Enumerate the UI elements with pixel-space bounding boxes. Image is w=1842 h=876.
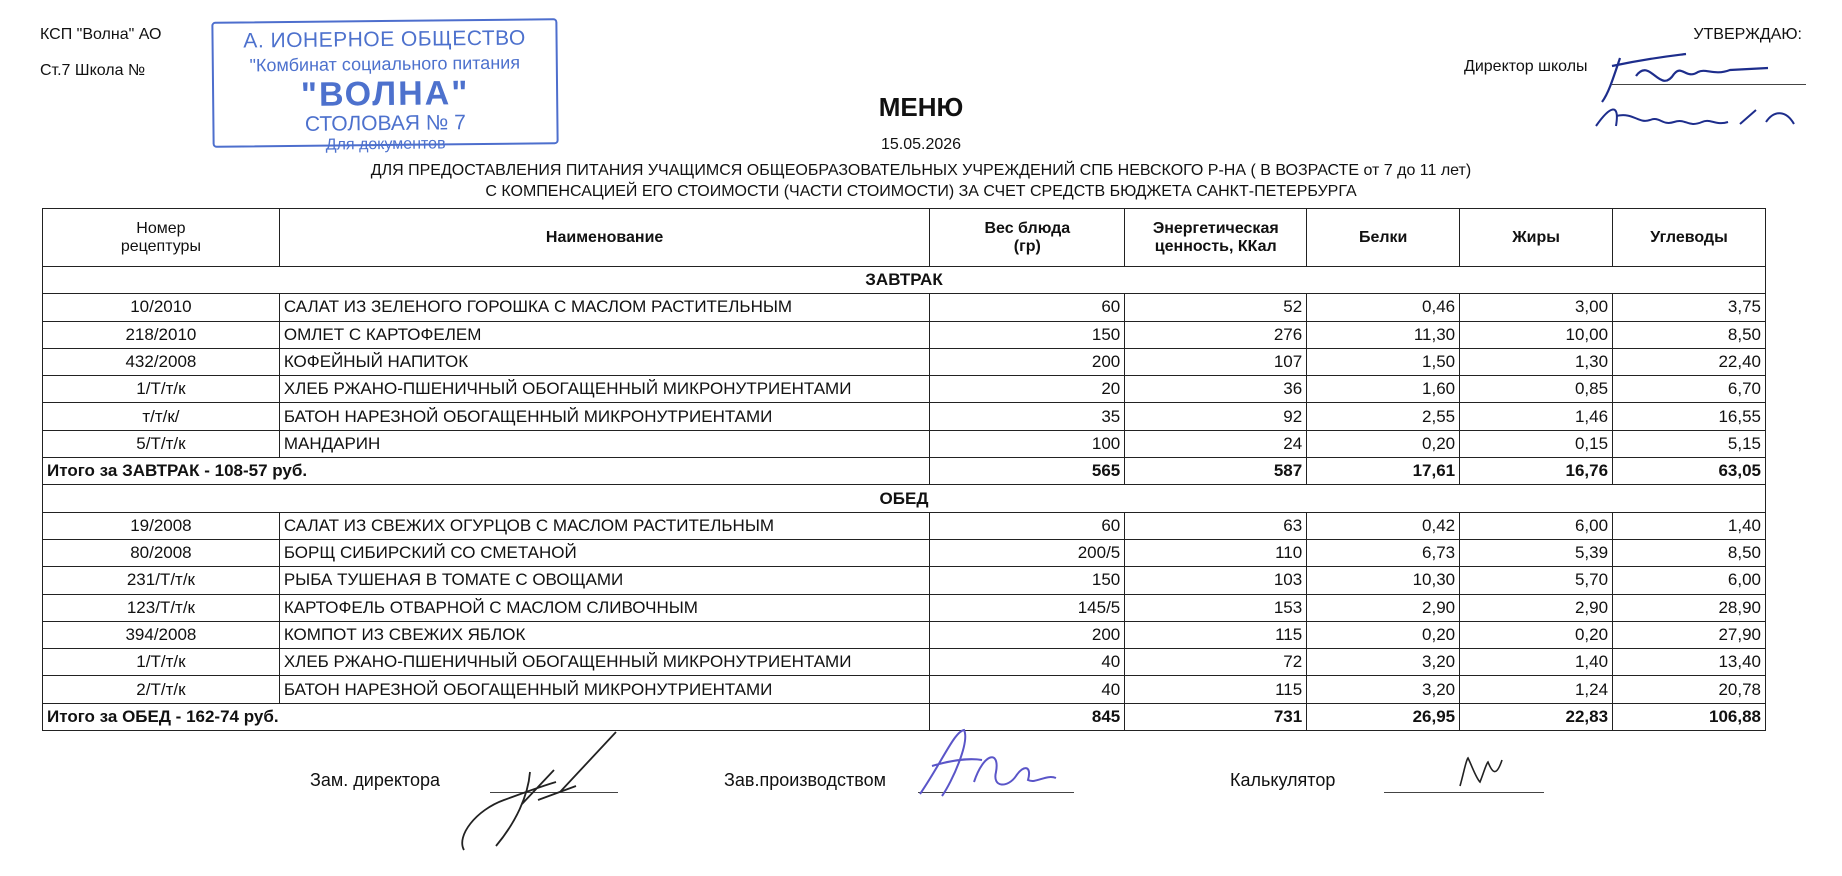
energy-cell: 276: [1125, 321, 1307, 348]
fat-cell: 5,39: [1460, 539, 1613, 566]
protein-cell: 6,73: [1307, 539, 1460, 566]
fat-cell: 1,24: [1460, 676, 1613, 703]
table-row: [43, 594, 1766, 621]
column-header-carbs: Углеводы: [1613, 209, 1766, 267]
column-header-name: Наименование: [279, 209, 930, 267]
stamp-line-1: А. ИОНЕРНОЕ ОБЩЕСТВО: [243, 26, 526, 53]
recipe-code-cell: 2/Т/т/к: [43, 676, 280, 703]
column-header-recipe-2: рецептуры: [120, 237, 201, 255]
energy-cell: 110: [1125, 539, 1307, 566]
weight-cell: 145/5: [930, 594, 1125, 621]
recipe-code-cell: 80/2008: [43, 539, 280, 566]
weight-cell: 150: [930, 321, 1125, 348]
carbs-cell: 16,55: [1613, 403, 1766, 430]
dish-name-cell: ХЛЕБ РЖАНО-ПШЕНИЧНЫЙ ОБОГАЩЕННЫЙ МИКРОНУТРИЕНТАМИ: [279, 376, 930, 403]
fat-cell: 1,30: [1460, 348, 1613, 375]
energy-cell: 107: [1125, 348, 1307, 375]
calculator-label: Калькулятор: [1230, 770, 1336, 790]
dish-name-cell: КОФЕЙНЫЙ НАПИТОК: [279, 348, 930, 375]
energy-cell: 115: [1125, 676, 1307, 703]
production-manager-label: Зав.производством: [724, 770, 886, 790]
column-header-recipe-1: Номер: [136, 219, 186, 237]
energy-cell: 24: [1125, 430, 1307, 457]
fat-cell: 1,40: [1460, 649, 1613, 676]
energy-cell: 36: [1125, 376, 1307, 403]
column-header-weight: [930, 209, 1125, 267]
dish-name-cell: РЫБА ТУШЕНАЯ В ТОМАТЕ С ОВОЩАМИ: [279, 567, 930, 594]
weight-cell: 20: [930, 376, 1125, 403]
column-header-protein: Белки: [1307, 209, 1460, 267]
table-row: [43, 512, 1766, 539]
energy-cell: 731: [1125, 703, 1307, 730]
protein-cell: 0,46: [1307, 294, 1460, 321]
dish-name-cell: САЛАТ ИЗ СВЕЖИХ ОГУРЦОВ С МАСЛОМ РАСТИТЕЛЬНЫМ: [279, 512, 930, 539]
fat-cell: 0,15: [1460, 430, 1613, 457]
protein-cell: 2,55: [1307, 403, 1460, 430]
director-label: Директор школы: [1464, 58, 1588, 75]
carbs-cell: 8,50: [1613, 539, 1766, 566]
energy-cell: 103: [1125, 567, 1307, 594]
recipe-code-cell: 231/Т/т/к: [43, 567, 280, 594]
fat-cell: 5,70: [1460, 567, 1613, 594]
weight-cell: 150: [930, 567, 1125, 594]
carbs-cell: 27,90: [1613, 621, 1766, 648]
production-manager-signature: [912, 722, 1062, 804]
recipe-code-cell: 5/Т/т/к: [43, 430, 280, 457]
weight-cell: 845: [930, 703, 1125, 730]
recipe-code-cell: 394/2008: [43, 621, 280, 648]
calculator-signature: [1454, 752, 1514, 792]
weight-cell: 565: [930, 458, 1125, 485]
column-header-energy-1: Энергетическая: [1152, 219, 1279, 237]
protein-cell: 1,50: [1307, 348, 1460, 375]
fat-cell: 16,76: [1460, 458, 1613, 485]
total-row-lunch: [43, 703, 1766, 730]
column-header-recipe: [43, 209, 280, 267]
column-header-fat: Жиры: [1460, 209, 1613, 267]
stamp-line-3: "ВОЛНА": [300, 74, 470, 114]
table-row: [43, 403, 1766, 430]
dish-name-cell: ОМЛЕТ С КАРТОФЕЛЕМ: [279, 321, 930, 348]
section-title: ОБЕД: [43, 485, 1766, 512]
stamp-line-5: Для документов: [325, 135, 446, 154]
carbs-cell: 6,70: [1613, 376, 1766, 403]
section-title: ЗАВТРАК: [43, 267, 1766, 294]
dish-name-cell: МАНДАРИН: [279, 430, 930, 457]
total-row-breakfast: [43, 458, 1766, 485]
carbs-cell: 5,15: [1613, 430, 1766, 457]
weight-cell: 40: [930, 676, 1125, 703]
table-row: [43, 676, 1766, 703]
carbs-cell: 28,90: [1613, 594, 1766, 621]
dish-name-cell: БАТОН НАРЕЗНОЙ ОБОГАЩЕННЫЙ МИКРОНУТРИЕНТАМИ: [279, 403, 930, 430]
approve-label: УТВЕРЖДАЮ:: [1693, 26, 1802, 43]
weight-cell: 60: [930, 512, 1125, 539]
column-header-energy-2: ценность, ККал: [1154, 237, 1277, 255]
table-row: [43, 294, 1766, 321]
table-row: [43, 567, 1766, 594]
carbs-cell: 8,50: [1613, 321, 1766, 348]
energy-cell: 153: [1125, 594, 1307, 621]
dish-name-cell: БАТОН НАРЕЗНОЙ ОБОГАЩЕННЫЙ МИКРОНУТРИЕНТАМИ: [279, 676, 930, 703]
energy-cell: 587: [1125, 458, 1307, 485]
fat-cell: 6,00: [1460, 512, 1613, 539]
table-row: [43, 348, 1766, 375]
protein-cell: 1,60: [1307, 376, 1460, 403]
menu-date: 15.05.2026: [880, 136, 962, 153]
weight-cell: 100: [930, 430, 1125, 457]
fat-cell: 3,00: [1460, 294, 1613, 321]
table-row: [43, 376, 1766, 403]
protein-cell: 0,20: [1307, 430, 1460, 457]
total-label-cell: Итого за ОБЕД - 162-74 руб.: [43, 703, 930, 730]
protein-cell: 10,30: [1307, 567, 1460, 594]
company-stamp: [211, 18, 558, 154]
protein-cell: 26,95: [1307, 703, 1460, 730]
carbs-cell: 3,75: [1613, 294, 1766, 321]
menu-table: [42, 208, 1766, 731]
recipe-code-cell: 1/Т/т/к: [43, 376, 280, 403]
carbs-cell: 1,40: [1613, 512, 1766, 539]
energy-cell: 63: [1125, 512, 1307, 539]
dish-name-cell: БОРЩ СИБИРСКИЙ СО СМЕТАНОЙ: [279, 539, 930, 566]
weight-cell: 35: [930, 403, 1125, 430]
weight-cell: 60: [930, 294, 1125, 321]
menu-table-body: [43, 267, 1766, 731]
stamp-line-4: СТОЛОВАЯ № 7: [304, 111, 467, 136]
carbs-cell: 106,88: [1613, 703, 1766, 730]
dish-name-cell: ХЛЕБ РЖАНО-ПШЕНИЧНЫЙ ОБОГАЩЕННЫЙ МИКРОНУТРИЕНТАМИ: [279, 649, 930, 676]
dish-name-cell: КАРТОФЕЛЬ ОТВАРНОЙ С МАСЛОМ СЛИВОЧНЫМ: [279, 594, 930, 621]
table-header-row: [43, 209, 1766, 267]
protein-cell: 3,20: [1307, 649, 1460, 676]
deputy-director-label: Зам. директора: [310, 770, 440, 790]
energy-cell: 72: [1125, 649, 1307, 676]
table-row: [43, 649, 1766, 676]
organization-name: КСП "Волна" АО: [40, 26, 162, 43]
carbs-cell: 22,40: [1613, 348, 1766, 375]
protein-cell: 11,30: [1307, 321, 1460, 348]
protein-cell: 17,61: [1307, 458, 1460, 485]
energy-cell: 52: [1125, 294, 1307, 321]
total-label-cell: Итого за ЗАВТРАК - 108-57 руб.: [43, 458, 930, 485]
fat-cell: 10,00: [1460, 321, 1613, 348]
carbs-cell: 20,78: [1613, 676, 1766, 703]
subtitle-line-2: С КОМПЕНСАЦИЕЙ ЕГО СТОИМОСТИ (ЧАСТИ СТОИМОСТИ) ЗА СЧЕТ СРЕДСТВ БЮДЖЕТА САНКТ-ПЕТЕРБУРГА: [485, 183, 1357, 200]
protein-cell: 0,20: [1307, 621, 1460, 648]
carbs-cell: 13,40: [1613, 649, 1766, 676]
stamp-line-2: "Комбинат социального питания: [249, 52, 521, 76]
recipe-code-cell: 432/2008: [43, 348, 280, 375]
subtitle-line-1: ДЛЯ ПРЕДОСТАВЛЕНИЯ ПИТАНИЯ УЧАЩИМСЯ ОБЩЕОБРАЗОВАТЕЛЬНЫХ УЧРЕЖДЕНИЙ СПБ НЕВСКОГО Р-НА ( В ВОЗРАСТЕ от 7 до 11 лет): [370, 162, 1472, 179]
section-row-lunch: [43, 485, 1766, 512]
recipe-code-cell: 218/2010: [43, 321, 280, 348]
recipe-code-cell: 10/2010: [43, 294, 280, 321]
protein-cell: 0,42: [1307, 512, 1460, 539]
column-header-energy: [1125, 209, 1307, 267]
page-title: МЕНЮ: [878, 92, 964, 122]
calculator-signature-line: [1384, 792, 1544, 793]
weight-cell: 200/5: [930, 539, 1125, 566]
protein-cell: 2,90: [1307, 594, 1460, 621]
section-row-breakfast: [43, 267, 1766, 294]
recipe-code-cell: 1/Т/т/к: [43, 649, 280, 676]
weight-cell: 200: [930, 348, 1125, 375]
weight-cell: 40: [930, 649, 1125, 676]
recipe-code-cell: 123/Т/т/к: [43, 594, 280, 621]
weight-cell: 200: [930, 621, 1125, 648]
protein-cell: 3,20: [1307, 676, 1460, 703]
column-header-weight-1: Вес блюда: [984, 219, 1071, 237]
deputy-director-signature: [456, 726, 636, 858]
fat-cell: 0,85: [1460, 376, 1613, 403]
energy-cell: 115: [1125, 621, 1307, 648]
table-row: [43, 621, 1766, 648]
recipe-code-cell: 19/2008: [43, 512, 280, 539]
carbs-cell: 63,05: [1613, 458, 1766, 485]
dish-name-cell: САЛАТ ИЗ ЗЕЛЕНОГО ГОРОШКА С МАСЛОМ РАСТИТЕЛЬНЫМ: [279, 294, 930, 321]
fat-cell: 22,83: [1460, 703, 1613, 730]
table-row: [43, 539, 1766, 566]
column-header-weight-2: (гр): [1013, 237, 1041, 255]
dish-name-cell: КОМПОТ ИЗ СВЕЖИХ ЯБЛОК: [279, 621, 930, 648]
carbs-cell: 6,00: [1613, 567, 1766, 594]
school-label: Ст.7 Школа №: [40, 62, 146, 79]
fat-cell: 0,20: [1460, 621, 1613, 648]
fat-cell: 1,46: [1460, 403, 1613, 430]
table-row: [43, 430, 1766, 457]
fat-cell: 2,90: [1460, 594, 1613, 621]
recipe-code-cell: т/т/к/: [43, 403, 280, 430]
energy-cell: 92: [1125, 403, 1307, 430]
table-row: [43, 321, 1766, 348]
